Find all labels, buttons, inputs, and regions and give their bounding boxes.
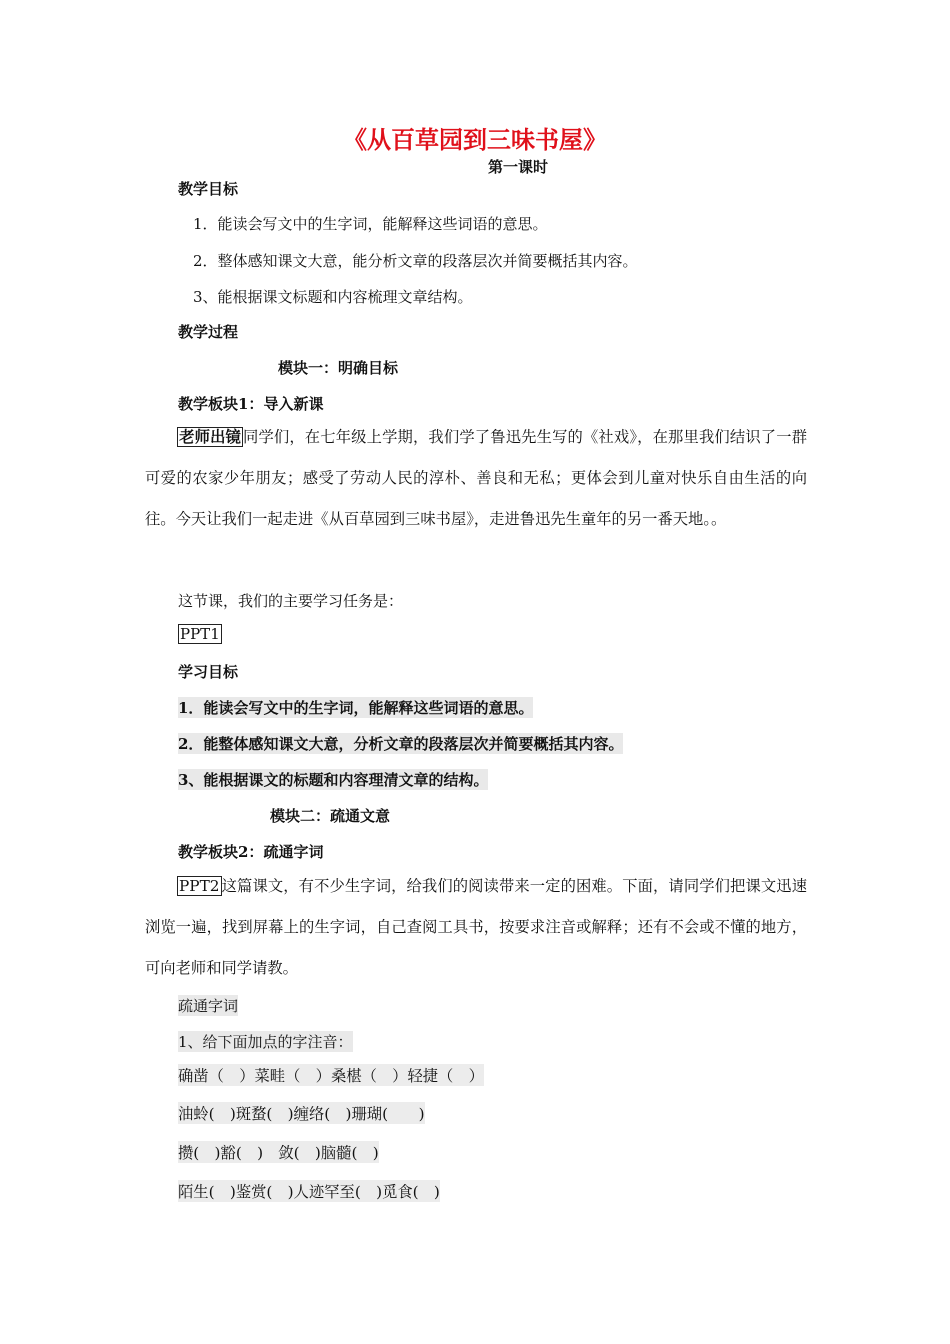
module-two-heading: 模块二：疏通文意 xyxy=(270,807,391,825)
process-heading: 教学过程 xyxy=(178,323,239,341)
exercise-title: 1、给下面加点的字注音： xyxy=(178,1033,353,1051)
learning-goal-item: 2．能整体感知课文大意，分析文章的段落层次并简要概括其内容。 xyxy=(178,735,624,753)
pinyin-row: 确凿（ ）菜畦（ ）桑椹（ ）轻捷（ ） xyxy=(178,1064,484,1086)
pinyin-row: 陌生( )鉴赏( )人迹罕至( )觅食( ) xyxy=(178,1180,440,1202)
ppt2-tag: PPT2 xyxy=(179,877,220,895)
learning-goals-heading: 学习目标 xyxy=(178,663,239,681)
block-one-heading: 教学板块1：导入新课 xyxy=(178,395,324,413)
ppt1-tag: PPT1 xyxy=(180,625,220,643)
lesson-subtitle: 第一课时 xyxy=(488,158,549,176)
module-one-heading: 模块一：明确目标 xyxy=(278,359,399,377)
goals-heading: 教学目标 xyxy=(178,180,239,198)
ppt2-paragraph xyxy=(145,866,807,989)
intro-text: 同学们，在七年级上学期，我们学了鲁迅先生写的《社戏》，在那里我们结识了一群可爱的农家少年朋友；感受了劳动人民的淳朴、善良和无私；更体会到儿童对快乐自由生活的向往。今天让我们一起走进《从百草园到三味书屋》，走进鲁迅先生童年的另一番天地。。 xyxy=(145,428,807,528)
block-two-heading: 教学板块2：疏通字词 xyxy=(178,843,324,861)
learning-goal-item: 3、能根据课文的标题和内容理清文章的结构。 xyxy=(178,771,489,789)
goal-item: 2．整体感知课文大意，能分析文章的段落层次并简要概括其内容。 xyxy=(193,252,638,270)
document-title: 《从百草园到三味书屋》 xyxy=(343,126,607,154)
pinyin-row: 油蛉( )斑蝥( )缠络( )珊瑚( ) xyxy=(178,1102,425,1124)
ppt2-text: 这篇课文，有不少生字词，给我们的阅读带来一定的困难。下面，请同学们把课文迅速浏览一遍，找到屏幕上的生字词，自己查阅工具书，按要求注音或解释；还有不会或不懂的地方，可向老师和同学请教。 xyxy=(145,877,807,977)
intro-paragraph xyxy=(145,417,807,540)
goal-item: 3、能根据课文标题和内容梳理文章结构。 xyxy=(193,288,473,306)
task-line: 这节课，我们的主要学习任务是： xyxy=(178,592,404,610)
pinyin-row: 攒( )豁( ) 敛( )脑髓( ) xyxy=(178,1141,379,1163)
learning-goal-item: 1．能读会写文中的生字词，能解释这些词语的意思。 xyxy=(178,699,534,717)
teacher-tag: 老师出镜 xyxy=(179,428,241,446)
vocab-heading: 疏通字词 xyxy=(178,997,239,1015)
goal-item: 1．能读会写文中的生字词，能解释这些词语的意思。 xyxy=(193,215,548,233)
